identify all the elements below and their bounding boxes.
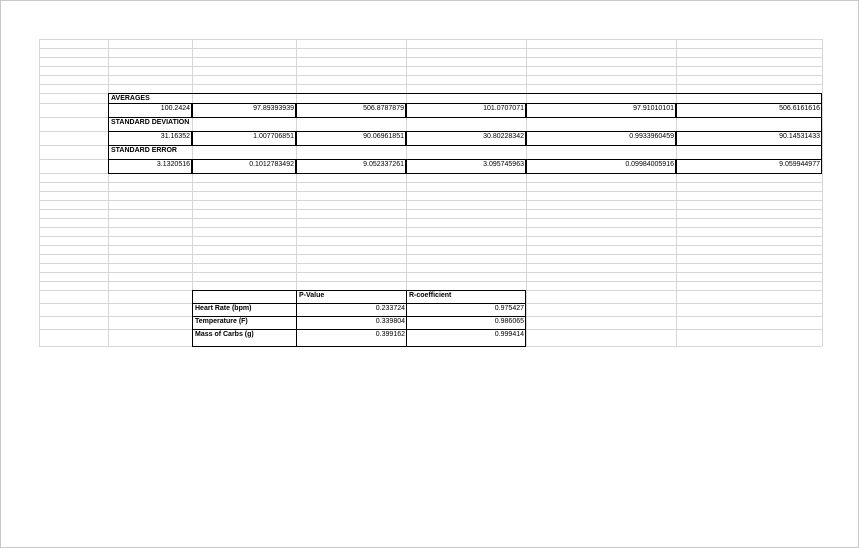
stats-row-label[interactable]: Mass of Carbs (g) (192, 329, 296, 347)
stderr-value-cell[interactable]: 0.09984005916 (526, 159, 676, 174)
stdev-value-cell[interactable]: 0.9933960459 (526, 131, 676, 146)
r-coefficient-cell[interactable]: 0.975427 (406, 303, 526, 317)
gridline-row (39, 48, 822, 49)
gridline-col (108, 39, 109, 346)
p-value-cell[interactable]: 0.233724 (296, 303, 406, 317)
stdev-value-cell[interactable]: 1.007706851 (192, 131, 296, 146)
stderr-value-cell[interactable]: 9.052337261 (296, 159, 406, 174)
stats-row-label[interactable]: Heart Rate (bpm) (192, 303, 296, 317)
stdev-label[interactable]: STANDARD DEVIATION (108, 117, 822, 132)
gridline-row (39, 209, 822, 210)
gridline-row (39, 66, 822, 67)
gridline-row (39, 272, 822, 273)
gridline-row (39, 84, 822, 85)
stderr-value-cell[interactable]: 3.095745963 (406, 159, 526, 174)
stdev-value-cell[interactable]: 90.06961851 (296, 131, 406, 146)
gridline-row (39, 245, 822, 246)
gridline-row (39, 227, 822, 228)
stdev-value-cell[interactable]: 30.80228342 (406, 131, 526, 146)
averages-value-cell[interactable]: 100.2424 (108, 103, 192, 118)
averages-value-cell[interactable]: 506.6161616 (676, 103, 822, 118)
gridline-row (39, 39, 822, 40)
averages-label[interactable]: AVERAGES (108, 93, 822, 104)
stdev-value-cell[interactable]: 31.16352 (108, 131, 192, 146)
gridline-col (676, 39, 677, 346)
stats-row-label[interactable]: Temperature (F) (192, 316, 296, 330)
r-coefficient-cell[interactable]: 0.999414 (406, 329, 526, 347)
gridline-col (822, 39, 823, 346)
gridline-row (39, 182, 822, 183)
gridline-col (39, 39, 40, 346)
gridline-row (39, 57, 822, 58)
averages-value-cell[interactable]: 506.8787879 (296, 103, 406, 118)
stderr-value-cell[interactable]: 3.1320516 (108, 159, 192, 174)
stderr-value-cell[interactable]: 0.1012783492 (192, 159, 296, 174)
p-value-cell[interactable]: 0.339804 (296, 316, 406, 330)
averages-value-cell[interactable]: 97.91010101 (526, 103, 676, 118)
r-coefficient-cell[interactable]: 0.986065 (406, 316, 526, 330)
p-value-header[interactable]: P-Value (296, 290, 406, 304)
averages-value-cell[interactable]: 97.89393939 (192, 103, 296, 118)
gridline-row (39, 254, 822, 255)
gridline-row (39, 191, 822, 192)
gridline-row (39, 218, 822, 219)
stdev-value-cell[interactable]: 90.14531433 (676, 131, 822, 146)
gridline-row (39, 200, 822, 201)
gridline-row (39, 236, 822, 237)
gridline-col (526, 39, 527, 346)
averages-value-cell[interactable]: 101.0707071 (406, 103, 526, 118)
gridline-row (39, 263, 822, 264)
p-value-cell[interactable]: 0.399162 (296, 329, 406, 347)
gridline-row (39, 75, 822, 76)
stats-corner-cell[interactable] (192, 290, 296, 304)
gridline-row (39, 281, 822, 282)
r-coefficient-header[interactable]: R-coefficient (406, 290, 526, 304)
stderr-value-cell[interactable]: 9.059944977 (676, 159, 822, 174)
stderr-label[interactable]: STANDARD ERROR (108, 145, 822, 160)
